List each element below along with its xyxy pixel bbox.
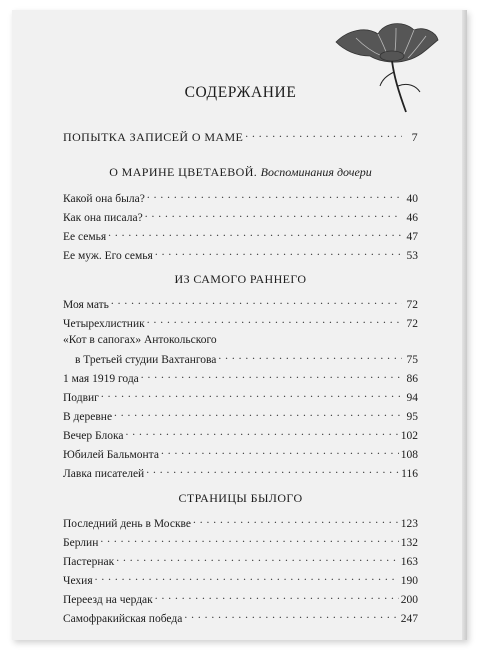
toc-entry	[63, 553, 418, 569]
entry-page: 46	[406, 212, 418, 224]
entry-label: Переезд на чердак	[63, 594, 153, 606]
toc-entry	[63, 190, 418, 206]
entry-page: 132	[400, 537, 418, 549]
section-title: ИЗ САМОГО РАННЕГО	[174, 272, 307, 286]
entry-label: Как она писала?	[63, 212, 143, 224]
toc-entry	[63, 228, 418, 244]
entry-page: 95	[406, 411, 418, 423]
toc-entry	[63, 465, 418, 481]
entry-page: 190	[400, 575, 418, 587]
entry-label: Какой она была?	[63, 193, 145, 205]
leader-dots	[116, 553, 399, 565]
leader-dots	[101, 389, 402, 401]
entry-label: Моя мать	[63, 299, 109, 311]
entry-page: 102	[400, 430, 418, 442]
entry-page: 116	[401, 468, 418, 480]
toc-entry	[63, 572, 418, 588]
toc-entry	[63, 389, 418, 405]
entry-label: 1 мая 1919 года	[63, 373, 139, 385]
leader-dots	[141, 370, 402, 382]
entry-page: 72	[406, 318, 418, 330]
entry-label: Чехия	[63, 575, 93, 587]
leader-dots	[114, 408, 402, 420]
entry-page: 40	[406, 193, 418, 205]
entry-page: 72	[406, 299, 418, 311]
toc-entry	[63, 351, 418, 367]
entry-label: Вечер Блока	[63, 430, 124, 442]
leader-dots	[147, 315, 402, 327]
entry-label: ПОПЫТКА ЗАПИСЕЙ О МАМЕ	[63, 130, 244, 144]
toc-title: СОДЕРЖАНИЕ	[184, 84, 297, 101]
toc-entry	[63, 315, 418, 331]
section-title-text: О МАРИНЕ ЦВЕТАЕВОЙ.	[109, 165, 258, 179]
leader-dots	[147, 190, 402, 202]
toc-entry	[63, 296, 418, 312]
entry-label-line2: в Третьей студии Вахтангова	[75, 354, 217, 366]
entry-label: Четырехлистник	[63, 318, 145, 330]
toc-entry	[63, 209, 418, 225]
entry-label-line1: «Кот в сапогах» Антокольского	[63, 334, 217, 346]
entry-label: Юбилей Бальмонта	[63, 449, 159, 461]
leader-dots	[155, 247, 402, 259]
entry-page: 75	[406, 354, 418, 366]
entry-label: Ее муж. Его семья	[63, 250, 153, 262]
entry-label: Последний день в Москве	[63, 518, 191, 530]
leader-dots	[245, 129, 402, 141]
toc-entry	[63, 408, 418, 424]
leader-dots	[193, 515, 399, 527]
section-subtitle: Воспоминания дочери	[260, 165, 372, 179]
toc-entry	[63, 610, 418, 626]
entry-label: Ее семья	[63, 231, 107, 243]
entry-label: Самофракийская победа	[63, 613, 183, 625]
section-title	[63, 165, 418, 180]
leader-dots	[145, 209, 402, 221]
entry-label: Подвиг	[63, 392, 99, 404]
entry-page: 123	[400, 518, 418, 530]
entry-label: Берлин	[63, 537, 99, 549]
toc-entry	[63, 247, 418, 263]
toc-entry	[63, 515, 418, 531]
leader-dots	[161, 446, 399, 458]
entry-page: 47	[406, 231, 418, 243]
toc-entry	[63, 591, 418, 607]
leader-dots	[218, 351, 402, 363]
leader-dots	[111, 296, 402, 308]
leader-dots	[108, 228, 402, 240]
entry-page: 7	[411, 130, 418, 144]
toc-entry	[63, 534, 418, 550]
toc-entry	[63, 370, 418, 386]
leader-dots	[100, 534, 398, 546]
entry-page: 247	[400, 613, 418, 625]
leader-dots	[146, 465, 399, 477]
entry-label: Пастернак	[63, 556, 115, 568]
book-page	[12, 10, 467, 640]
toc-entry	[63, 129, 418, 144]
entry-page: 108	[400, 449, 418, 461]
entry-page: 94	[406, 392, 418, 404]
entry-label: Лавка писателей	[63, 468, 145, 480]
toc-entry	[63, 427, 418, 443]
entry-page: 163	[400, 556, 418, 568]
leader-dots	[184, 610, 398, 622]
section-title: СТРАНИЦЫ БЫЛОГО	[178, 491, 303, 505]
leader-dots	[125, 427, 398, 439]
entry-label: В деревне	[63, 411, 113, 423]
page-edge	[462, 10, 467, 640]
leader-dots	[155, 591, 399, 603]
leader-dots	[95, 572, 399, 584]
toc-entry	[63, 446, 418, 462]
entry-page: 200	[400, 594, 418, 606]
entry-page: 53	[406, 250, 418, 262]
entry-page: 86	[406, 373, 418, 385]
